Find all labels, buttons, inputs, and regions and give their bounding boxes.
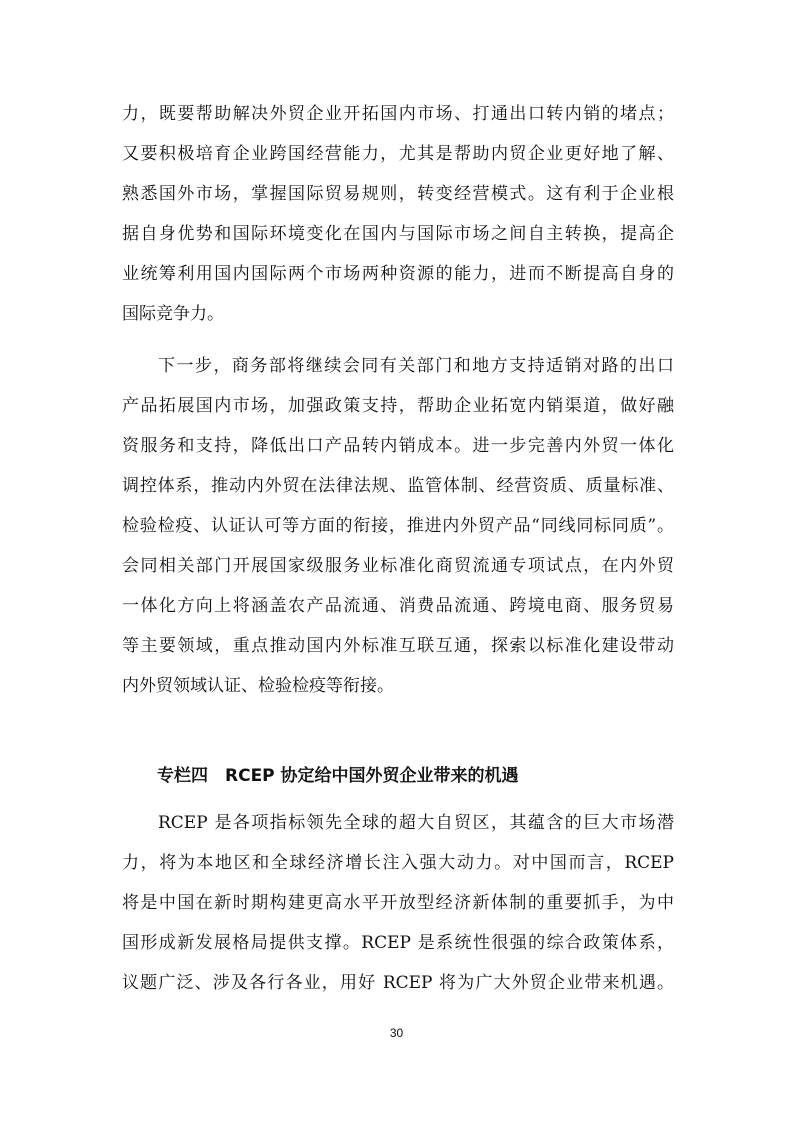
text-line: 等主要领域，重点推动国内外标准互联互通，探索以标准化建设带动 xyxy=(122,636,674,656)
text-line: 业统筹利用国内国际两个市场两种资源的能力，进而不断提高自身的 xyxy=(122,264,674,284)
text-line: 议题广泛、涉及各行各业，用好 RCEP 将为广大外贸企业带来机遇。 xyxy=(122,973,674,993)
text-line: 产品拓展国内市场，加强政策支持，帮助企业拓宽内销渠道，做好融 xyxy=(122,396,674,416)
text-line: 力，将为本地区和全球经济增长注入强大动力。对中国而言，RCEP xyxy=(122,853,674,873)
text-line: 国形成新发展格局提供支撑。RCEP 是系统性很强的综合政策体系， xyxy=(122,933,674,953)
paragraph-next-step xyxy=(122,346,674,706)
text-line: 内外贸领域认证、检验检疫等衔接。 xyxy=(122,676,394,696)
text-line: 检验检疫、认证认可等方面的衔接，推进内外贸产品“同线同标同质”。 xyxy=(122,516,674,536)
text-line: 下一步，商务部将继续会同有关部门和地方支持适销对路的出口 xyxy=(158,356,674,376)
text-line: RCEP 是各项指标领先全球的超大自贸区，其蕴含的巨大市场潜 xyxy=(158,813,674,833)
box-paragraph xyxy=(122,803,674,1003)
text-line: 又要积极培育企业跨国经营能力，尤其是帮助内贸企业更好地了解、 xyxy=(122,144,674,164)
box-title: 专栏四 RCEP 协定给中国外贸企业带来的机遇 xyxy=(157,766,519,786)
text-line: 调控体系，推动内外贸在法律法规、监管体制、经营资质、质量标准、 xyxy=(122,476,674,496)
text-line: 国际竞争力。 xyxy=(122,304,224,324)
text-line: 据自身优势和国际环境变化在国内与国际市场之间自主转换，提高企 xyxy=(122,224,674,244)
page-number: 30 xyxy=(389,1026,404,1040)
text-line: 资服务和支持，降低出口产品转内销成本。进一步完善内外贸一体化 xyxy=(122,436,674,456)
text-line: 会同相关部门开展国家级服务业标准化商贸流通专项试点，在内外贸 xyxy=(122,556,674,576)
text-line: 将是中国在新时期构建更高水平开放型经济新体制的重要抓手，为中 xyxy=(122,893,674,913)
text-line: 力，既要帮助解决外贸企业开拓国内市场、打通出口转内销的堵点； xyxy=(122,104,674,124)
text-line: 一体化方向上将涵盖农产品流通、消费品流通、跨境电商、服务贸易 xyxy=(122,596,674,616)
paragraph-continued xyxy=(122,94,674,334)
text-line: 熟悉国外市场，掌握国际贸易规则，转变经营模式。这有利于企业根 xyxy=(122,184,674,204)
